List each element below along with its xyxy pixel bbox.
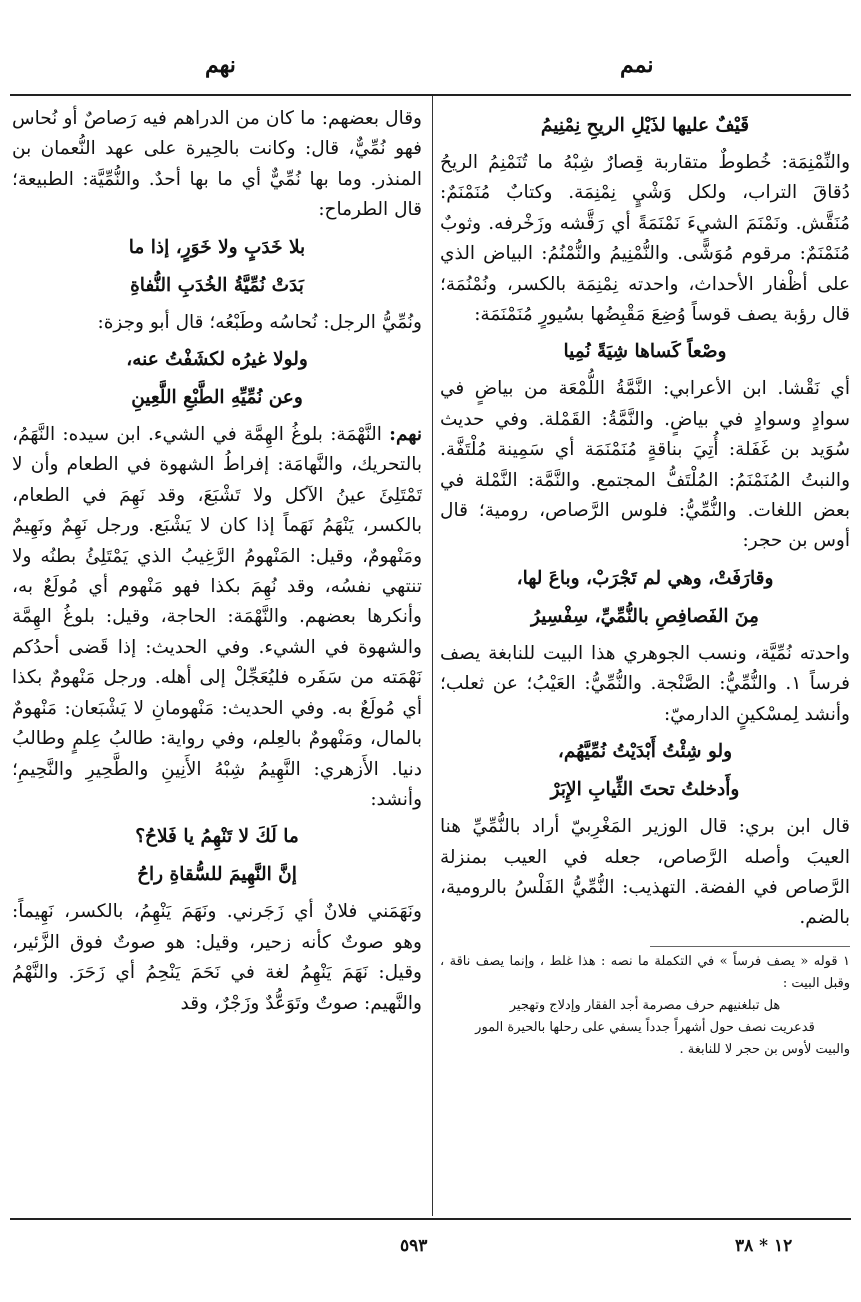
text-paragraph: ونَهَمَني فلانٌ أي زَجَرني. ونَهَمَ يَنْهِمُ، بالكسر، نَهِيماً: وهو صوتٌ كأنه زحير، وقيل: هو صوتٌ فوق الزَّئير، وقيل: نَهَمَ يَنْهِمُ لغة في نَحَمَ يَنْحِمُ أي زَحَرَ. والنَّهْمُ والنَّهيم: صوتٌ وتَوَعُّدٌ وزَجْرٌ، وقد: [12, 901, 422, 1014]
left-column-body: [12, 104, 422, 1019]
left-column: [12, 104, 422, 1019]
entry-headword: نهم:: [389, 424, 422, 446]
text-paragraph: قال ابن بري: قال الوزير المَغْرِبيّ أراد بالنُّمِّيِّ هنا العيبَ وأصله الرَّصاص، جعله في العيب بمنزلة الرَّصاص في الفضة. التهذيب: النُّمِّيُّ الفَلْسُ بالرومية، بالضم.: [440, 816, 850, 929]
verse-line: ولولا غيرُه لكشَفْتُ عنه،: [126, 349, 308, 371]
running-header-left: نهم: [205, 52, 236, 78]
verse-line: قَيْفٌ عليها لذَيْلِ الريحِ نِمْنِيمُ: [540, 115, 750, 136]
verse-line: ولو شِئْتُ أَبْدَيْتُ نُمِّيَّهُم،: [557, 741, 733, 763]
footnotes: [440, 951, 850, 1061]
running-header-right: نمم: [620, 52, 654, 78]
right-column-body: [440, 110, 850, 934]
footer-rule: [10, 1218, 851, 1220]
footnote-text: ١ قوله « يصف فرساً » في التكملة ما نصه : هذا غلط ، وإنما يصف ناقة ، وقبل البيت :: [440, 953, 850, 991]
volume-marker: ١٢ * ٣٨: [735, 1236, 793, 1256]
verse-line: ما لَكَ لا تَنْهِمُ يا فَلاحُ؟: [135, 826, 299, 848]
right-column: [440, 104, 850, 1061]
text-paragraph: والنِّمْنِمَة: خُطوطٌ متقاربة قِصارٌ شِبْهُ ما تُنَمْنِمُ الريحُ دُقاقَ التراب، ولكل وَشْيٍ نِمْنِمَة. وكتابٌ مُنَمْنَمٌ: مُنَقَّش. ونَمْنَمَ الشيءَ نَمْنَمَةً أي رَقَّشه وزَخْرفه. وثوبٌ مُنَمْنَمٌ: مرقوم مُوَشًّى. والنُّمْنِيمُ والنُّمْنُمُ: البياض الذي على أظْفار الأحداث، واحدته نِمْنِمَة بالكسر، ونُمْنُمَة؛ قال رؤبة يصف قوساً وُضِعَ مَقْبِضُها بسُيورٍ مُنَمْنَمَة:: [440, 152, 850, 326]
footnote-verse: هل تبلغنيهم حرف مصرمة أجد الفقار وإدلاج وتهجير: [509, 997, 781, 1013]
verse-line: بلا خَدَبٍ ولا خَوَرٍ، إذا ما: [128, 236, 306, 258]
verse-line: إنَّ النَّهِيمَ للسُّقاةِ راحُ: [137, 864, 297, 886]
verse-line: وصْعاً كَساها شِيَةً نُمِيا: [563, 341, 727, 363]
footnote-text: والبيت لأوس بن حجر لا للنابغة .: [679, 1041, 850, 1057]
text-paragraph: واحدته نُمِّيَّة، ونسب الجوهري هذا البيت للنابغة يصف فرساً ١. والنُّمِّيُّ: الصَّنْجة. والنُّمِّيُّ: العَيْبُ؛ عن ثعلب؛ وأنشد لِمسْكينٍ الدارميّ:: [440, 642, 850, 725]
verse-line: مِنَ الفَصافِصِ بالنُّمِّيِّ، سِفْسِيرُ: [531, 605, 759, 627]
verse-line: بَدَتْ نُمِّيَّةُ الخُدَبِ النُّفاةِ: [130, 274, 304, 296]
footnote-verse: قدعريت نصف حول أشهراً جدداً يسفي على رحلها بالحيرة المور: [475, 1019, 815, 1035]
text-paragraph: ونُمِّيُّ الرجل: نُحاسُه وطَبْعُه؛ قال أبو وجزة:: [97, 311, 422, 333]
verse-line: وقارَفَتْ، وهي لم تَجْرَبْ، وباعَ لها،: [516, 567, 774, 589]
column-divider: [432, 96, 433, 1216]
header-rule: [10, 94, 851, 96]
page-number: ٥٩٣: [400, 1236, 428, 1256]
text-paragraph: وقال بعضهم: ما كان من الدراهم فيه رَصاصٌ أو نُحاس فهو نُمِّيٌّ، قال: وكانت بالحِيرة على عهد النُّعمان بن المنذر. وما بها نُمِّيٌّ أي ما بها أحدٌ. والنُّمِّيَّة: الطبيعة؛ قال الطرماح:: [12, 108, 422, 221]
entry-text: النَّهْمَة: بلوغُ الهِمَّة في الشيء. ابن سيده: النَّهَمُ، بالتحريك، والنَّهامَة: إفراطُ الشهوة في الطعام وأن لا تَمْتَلِئَ عينُ الآكل ولا تَشْبَعَ، وقد نَهِمَ في الطعام، بالكسر، يَنْهَمُ نَهَماً إذا كان لا يَشْبَع. ورجل نَهِمٌ ونَهِيمٌ ومَنْهومٌ، وقيل: المَنْهومُ الرَّغِيبُ الذي يَمْتَلِئُ بطنُه ولا تنتهي نفسُه، وقد نُهِمَ بكذا فهو مَنْهوم أي مُولَعٌ به، وأنكرها بعضهم. والنَّهْمَة: الحاجة، وقيل: بلوغُ الهِمَّة والشهوة في الشيء. وفي الحديث: إذا قَضى أحدُكم نَهْمَته من سَفَره فليُعَجِّلْ إلى أهله. ورجل مَنْهومٌ بكذا أي مُولَعٌ به. وفي الحديث: مَنْهومانِ لا يَشْبَعان: مَنْهومٌ بالمال، ومَنْهومٌ بالعِلم، وفي رواية: طالبُ عِلمٍ وطالبُ دنيا. الأَزهري: النَّهِيمُ شِبْهُ الأَنِينِ والطَّحِيرِ والنَّحِيمِ؛ وأنشد:: [12, 424, 422, 810]
verse-line: وعن نُمِّيِّهِ الطَّبْعِ اللَّعِينِ: [131, 387, 303, 409]
entry-paragraph: [12, 420, 422, 815]
verse-line: وأَدخلتُ تحتَ الثِّيابِ الإِبَرْ: [550, 779, 740, 801]
text-paragraph: أي نَقْشا. ابن الأعرابي: النَّمَّةُ اللُّمْعَة من بياضٍ في سوادٍ وسوادٍ في بياضٍ. والنَّمَّةُ: القَمْلة. وفي حديث سُوَيد بن غَفَلة: أُتِيَ بناقةٍ مُنَمْنَمَة أي سَمِينة مُلْتَفَّة. والنبتُ المُنَمْنَمُ: المُلْتَفُّ المجتمع. والنَّمَّة: النَّمْلة في بعض اللغات. والنُّمِّيُّ: فلوس الرَّصاص، رومية؛ قال أوس بن حجر:: [440, 378, 850, 552]
